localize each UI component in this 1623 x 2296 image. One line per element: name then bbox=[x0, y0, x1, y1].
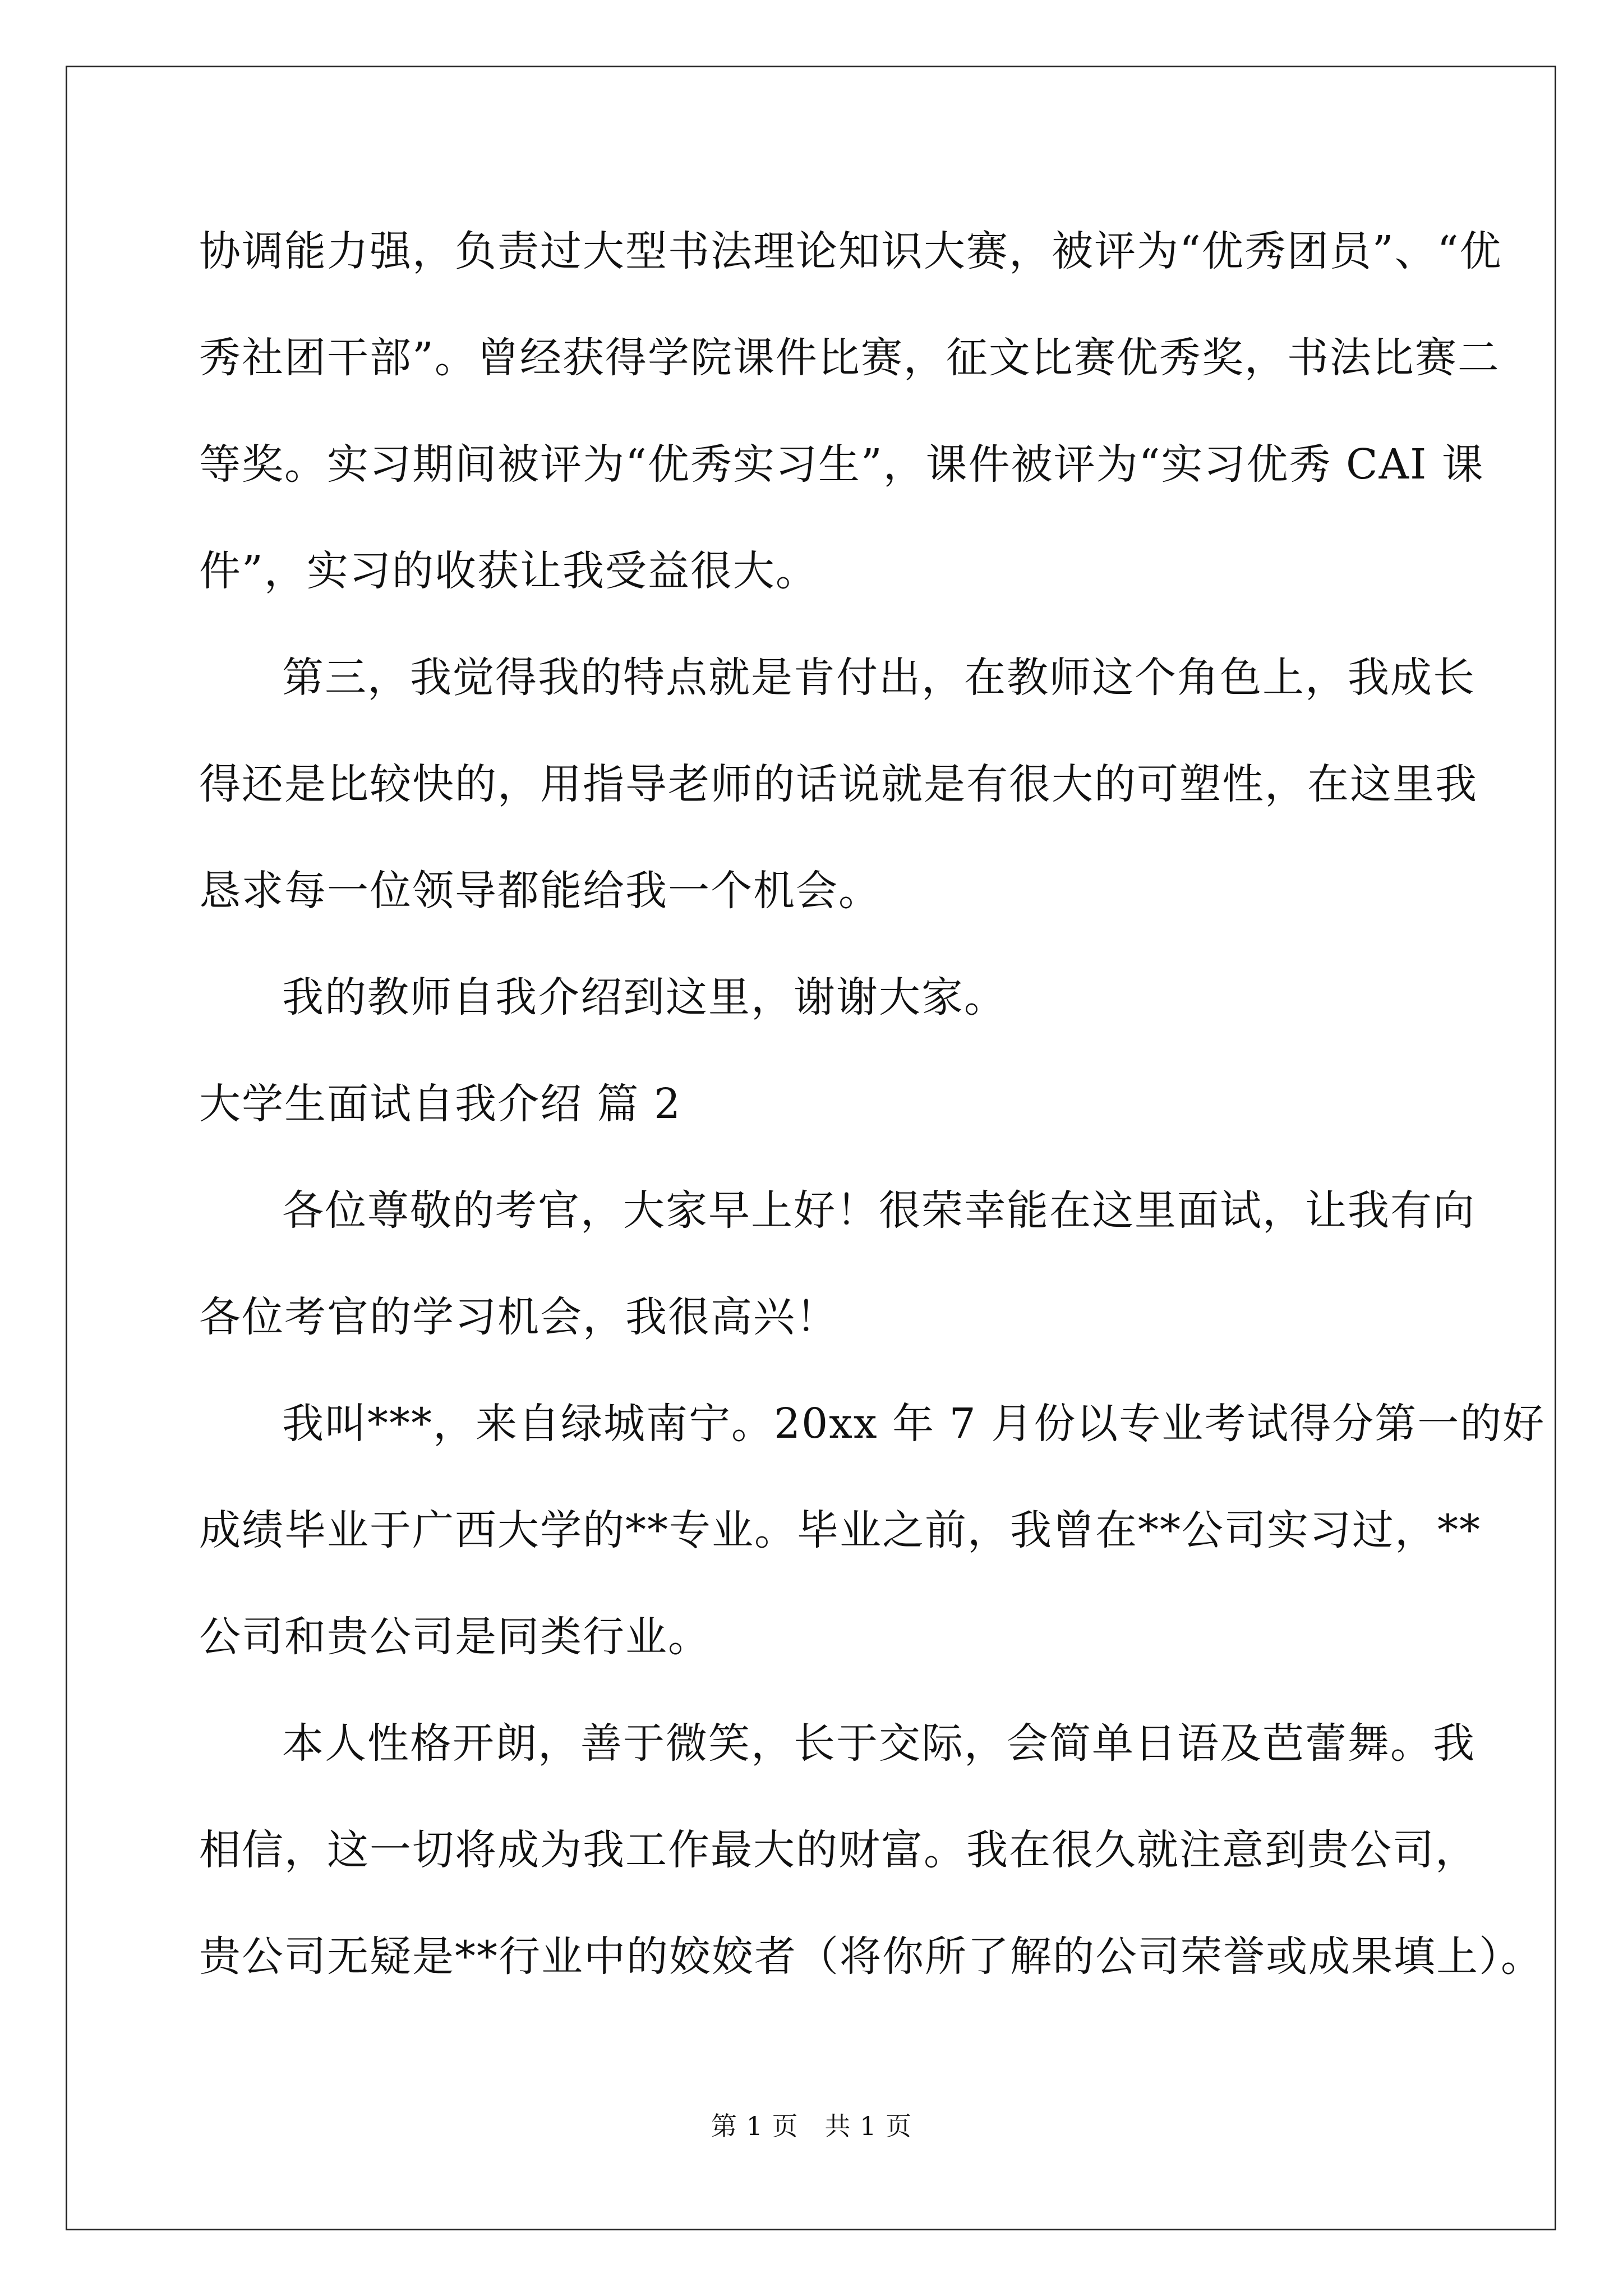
text-line: 贵公司无疑是**行业中的姣姣者（将你所了解的公司荣誉或成果填上）。 bbox=[199, 1932, 1543, 1981]
page-footer: 第 1 页 共 1 页 bbox=[711, 2111, 912, 2141]
text-line: 公司和贵公司是同类行业。 bbox=[199, 1613, 711, 1661]
text-line: 得还是比较快的，用指导老师的话说就是有很大的可塑性，在这里我 bbox=[199, 760, 1478, 808]
text-line: 协调能力强，负责过大型书法理论知识大赛，被评为“优秀团员”、“优 bbox=[199, 227, 1502, 275]
text-line: 本人性格开朗，善于微笑，长于交际，会简单日语及芭蕾舞。我 bbox=[282, 1719, 1476, 1768]
text-line: 成绩毕业于广西大学的**专业。毕业之前，我曾在**公司实习过，** bbox=[199, 1506, 1481, 1554]
text-line: 件”，实习的收获让我受益很大。 bbox=[199, 547, 818, 595]
text-line: 第三，我觉得我的特点就是肯付出，在教师这个角色上，我成长 bbox=[282, 654, 1476, 702]
section-heading: 大学生面试自我介绍 篇 2 bbox=[199, 1080, 682, 1128]
text-line: 恳求每一位领导都能给我一个机会。 bbox=[199, 867, 881, 915]
page-border bbox=[66, 66, 1556, 2230]
text-line: 各位尊敬的考官，大家早上好！很荣幸能在这里面试，让我有向 bbox=[282, 1186, 1476, 1235]
text-line: 等奖。实习期间被评为“优秀实习生”，课件被评为“实习优秀 CAI 课 bbox=[199, 440, 1484, 489]
text-line: 相信，这一切将成为我工作最大的财富。我在很久就注意到贵公司， bbox=[199, 1826, 1478, 1874]
text-line: 我叫***，来自绿城南宁。20xx 年 7 月份以专业考试得分第一的好 bbox=[282, 1400, 1546, 1448]
text-line: 我的教师自我介绍到这里，谢谢大家。 bbox=[282, 973, 1007, 1022]
text-line: 秀社团干部”。曾经获得学院课件比赛，征文比赛优秀奖，书法比赛二 bbox=[199, 334, 1500, 382]
text-line: 各位考官的学习机会，我很高兴！ bbox=[199, 1293, 838, 1341]
